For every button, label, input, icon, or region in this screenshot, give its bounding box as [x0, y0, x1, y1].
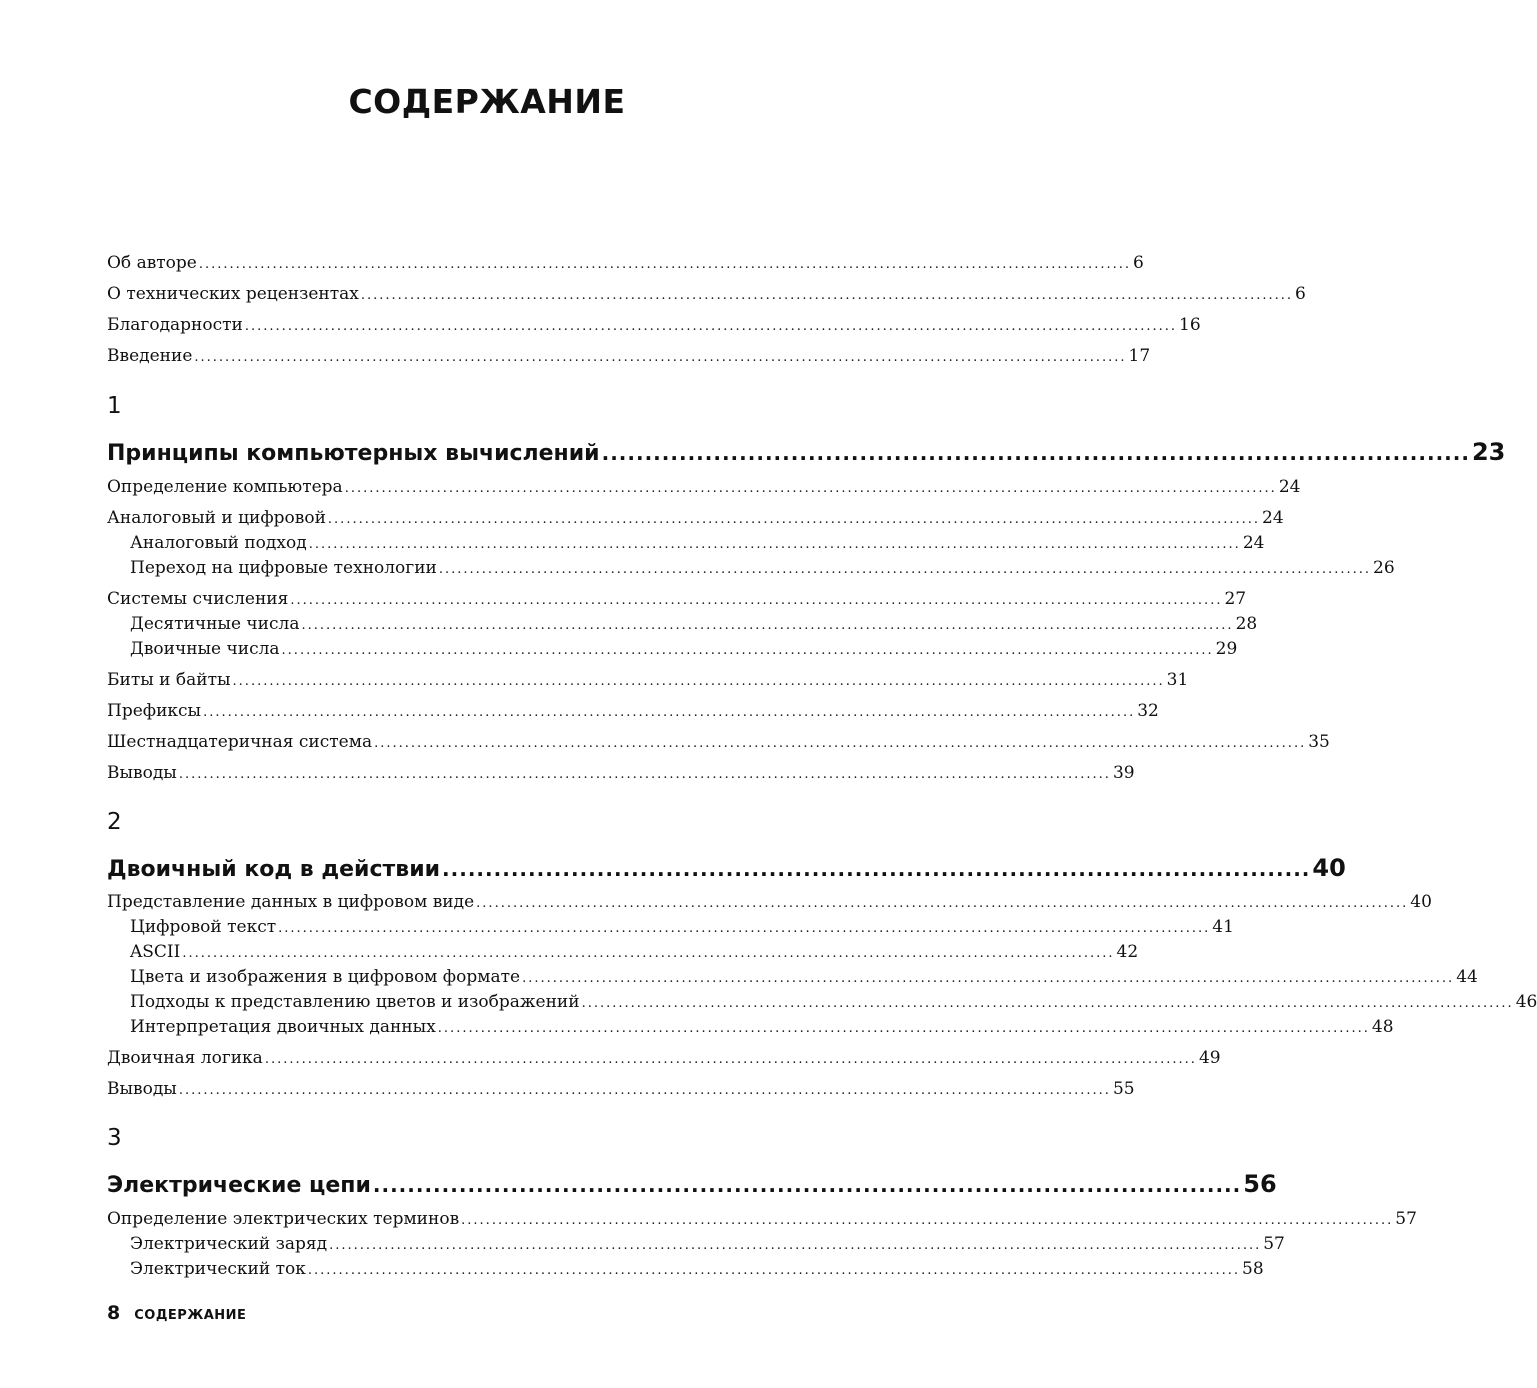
toc-entry-title: Аналоговый и цифровой	[107, 508, 326, 528]
toc-entry-title: Выводы	[107, 763, 177, 783]
toc-entry-page: 40	[1410, 892, 1432, 912]
chapter-page: 40	[1312, 854, 1346, 882]
toc-entry-page: 58	[1242, 1259, 1264, 1279]
toc-entry[interactable]	[107, 314, 1201, 338]
dot-leader: ........................................................................................................................................................	[203, 705, 1136, 720]
toc-entry-title: Цвета и изображения в цифровом формате	[130, 967, 521, 987]
dot-leader: ........................................................................................................................................................	[327, 512, 1261, 527]
table-of-contents	[107, 0, 1537, 1300]
dot-leader: ........................................................................................................................................................	[182, 946, 1115, 961]
toc-entry-page: 55	[1112, 1079, 1135, 1099]
toc-entry-title: ASCII	[130, 942, 181, 962]
toc-entry-page: 28	[1235, 614, 1258, 634]
chapter-title-text: Двоичный код в действии	[107, 857, 441, 882]
toc-entry-page: 49	[1198, 1048, 1221, 1068]
toc-subentry[interactable]	[130, 1258, 1264, 1282]
toc-entry-title: Биты и байты	[107, 670, 231, 690]
toc-entry[interactable]	[107, 507, 1284, 531]
toc-entry-page: 41	[1212, 917, 1234, 937]
dot-leader: ........................................................................................................................................................	[307, 1263, 1241, 1278]
chapter-title[interactable]	[107, 437, 1506, 469]
toc-entry-title: Подходы к представлению цветов и изображений	[130, 992, 580, 1012]
dot-leader: ........................................................................................................................................................	[374, 736, 1307, 751]
toc-subentry[interactable]	[130, 941, 1139, 965]
toc-subentry[interactable]	[130, 1016, 1394, 1040]
toc-entry[interactable]	[107, 731, 1330, 755]
dot-leader: ........................................................................................................................................................	[581, 996, 1514, 1011]
toc-entry-title: Об авторе	[107, 253, 197, 273]
toc-entry-title: Введение	[107, 346, 193, 366]
toc-entry-title: Двоичные числа	[130, 639, 280, 659]
toc-entry-title: Двоичная логика	[107, 1048, 263, 1068]
dot-leader: ........................................................................................................................................................	[476, 896, 1409, 911]
toc-entry-title: Десятичные числа	[130, 614, 300, 634]
dot-leader: ........................................................................................................................................................	[244, 319, 1178, 334]
footer-page-number: 8	[107, 1302, 121, 1324]
toc-entry-page: 32	[1137, 701, 1159, 721]
toc-entry-page: 16	[1179, 315, 1201, 335]
toc-entry[interactable]	[107, 588, 1247, 612]
chapter-page: 56	[1243, 1170, 1277, 1198]
toc-entry-page: 24	[1262, 508, 1284, 528]
dot-leader: ........................................................................................................................................................	[461, 1213, 1394, 1228]
toc-entry-title: Определение компьютера	[107, 477, 343, 497]
running-head: СОДЕРЖАНИЕ	[134, 1308, 247, 1323]
toc-entry-page: 48	[1371, 1017, 1394, 1037]
dot-leader: .....................................................................................................	[372, 1173, 1242, 1197]
page-footer	[107, 1302, 246, 1324]
toc-entry-page: 42	[1116, 942, 1139, 962]
toc-entry-page: 17	[1128, 346, 1151, 366]
toc-entry-title: Переход на цифровые технологии	[130, 558, 437, 578]
dot-leader: ........................................................................................................................................................	[281, 643, 1214, 658]
toc-entry-page: 6	[1133, 253, 1144, 273]
chapter-number: 1	[107, 393, 122, 419]
toc-entry-title: Благодарности	[107, 315, 243, 335]
chapter-title-text: Электрические цепи	[107, 1173, 371, 1198]
toc-entry-title: Префиксы	[107, 701, 202, 721]
dot-leader: ........................................................................................................................................................	[301, 618, 1234, 633]
toc-entry-title: Электрический ток	[130, 1259, 306, 1279]
toc-entry-page: 27	[1224, 589, 1247, 609]
toc-entry[interactable]	[107, 1047, 1221, 1071]
toc-entry[interactable]	[107, 1208, 1417, 1232]
dot-leader: ........................................................................................................................................................	[308, 537, 1241, 552]
toc-entry[interactable]	[107, 762, 1135, 786]
chapter-number: 2	[107, 809, 122, 835]
dot-leader: ........................................................................................................................................................	[178, 767, 1111, 782]
toc-entry-page: 29	[1215, 639, 1238, 659]
toc-subentry[interactable]	[130, 557, 1395, 581]
dot-leader: ........................................................................................................................................................	[437, 1021, 1370, 1036]
dot-leader: ........................................................................................................................................................	[290, 593, 1223, 608]
dot-leader: ........................................................................................................................................................	[344, 481, 1277, 496]
toc-entry-page: 39	[1112, 763, 1135, 783]
dot-leader: ........................................................................................................................................................	[329, 1238, 1262, 1253]
toc-entry-title: Представление данных в цифровом виде	[107, 892, 475, 912]
toc-entry-title: Определение электрических терминов	[107, 1209, 460, 1229]
toc-entry-page: 46	[1515, 992, 1537, 1012]
toc-subentry[interactable]	[130, 966, 1478, 990]
toc-entry[interactable]	[107, 1078, 1135, 1102]
toc-entry-page: 44	[1456, 967, 1478, 987]
toc-entry-page: 57	[1263, 1234, 1285, 1254]
toc-entry[interactable]	[107, 283, 1306, 307]
toc-subentry[interactable]	[130, 1233, 1285, 1257]
toc-entry[interactable]	[107, 669, 1189, 693]
toc-entry-page: 57	[1395, 1209, 1417, 1229]
dot-leader: ........................................................................................................................................................	[198, 257, 1131, 272]
toc-subentry[interactable]	[130, 991, 1537, 1015]
dot-leader: ........................................................................................................................................................	[522, 971, 1455, 986]
toc-entry-page: 26	[1373, 558, 1395, 578]
chapter-page: 23	[1471, 438, 1506, 466]
toc-subentry[interactable]	[130, 532, 1265, 556]
toc-entry-page: 31	[1166, 670, 1189, 690]
toc-entry-title: Системы счисления	[107, 589, 289, 609]
dot-leader: .....................................................................................................	[601, 441, 1470, 465]
toc-entry-title: Интерпретация двоичных данных	[130, 1017, 436, 1037]
toc-entry-page: 6	[1295, 284, 1306, 304]
toc-entry-title: Цифровой текст	[130, 917, 277, 937]
dot-leader: .....................................................................................................	[442, 857, 1311, 881]
toc-entry[interactable]	[107, 700, 1159, 724]
dot-leader: ........................................................................................................................................................	[278, 921, 1211, 936]
toc-entry[interactable]	[107, 252, 1144, 276]
dot-leader: ........................................................................................................................................................	[264, 1052, 1197, 1067]
toc-entry-title: Аналоговый подход	[130, 533, 307, 553]
toc-subentry[interactable]	[130, 613, 1258, 637]
dot-leader: ........................................................................................................................................................	[438, 562, 1371, 577]
dot-leader: ........................................................................................................................................................	[178, 1083, 1111, 1098]
toc-subentry[interactable]	[130, 638, 1238, 662]
toc-entry-title: Выводы	[107, 1079, 177, 1099]
chapter-title[interactable]	[107, 1169, 1277, 1201]
dot-leader: ........................................................................................................................................................	[194, 350, 1127, 365]
toc-entry-page: 24	[1278, 477, 1301, 497]
toc-entry[interactable]	[107, 476, 1301, 500]
toc-entry[interactable]	[107, 345, 1151, 369]
toc-entry-page: 24	[1242, 533, 1265, 553]
page-title: СОДЕРЖАНИЕ	[348, 82, 626, 121]
chapter-title[interactable]	[107, 853, 1346, 885]
toc-entry[interactable]	[107, 891, 1432, 915]
toc-entry-title: Шестнадцатеричная система	[107, 732, 373, 752]
dot-leader: ........................................................................................................................................................	[360, 288, 1294, 303]
toc-entry-title: Электрический заряд	[130, 1234, 328, 1254]
toc-entry-title: О технических рецензентах	[107, 284, 359, 304]
toc-subentry[interactable]	[130, 916, 1234, 940]
toc-entry-page: 35	[1308, 732, 1330, 752]
dot-leader: ........................................................................................................................................................	[232, 674, 1165, 689]
chapter-number: 3	[107, 1125, 122, 1151]
chapter-title-text: Принципы компьютерных вычислений	[107, 441, 600, 466]
